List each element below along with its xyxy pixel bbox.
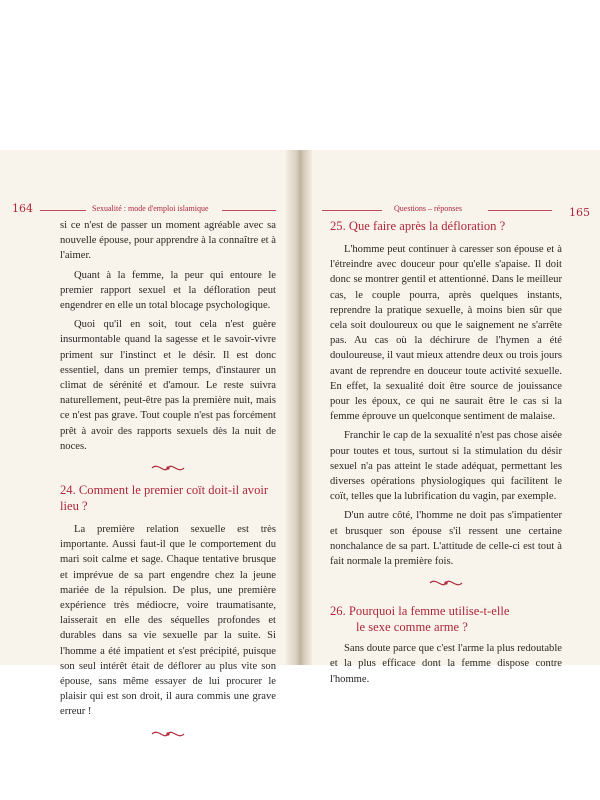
ornament-icon xyxy=(148,462,188,474)
question-heading-26-line2: le sexe comme arme ? xyxy=(356,620,468,635)
header-rule xyxy=(222,210,276,211)
ornament-icon xyxy=(148,728,188,740)
left-running-head xyxy=(0,202,288,216)
left-running-title: Sexualité : mode d'emploi islamique xyxy=(92,204,209,213)
paragraph: Quoi qu'il en soit, tout cela n'est guère insurmontable quand la sagesse et le savoir-vivre priment sur l'instinct et le désir. Il est donc essentiel, dans un premier temps, d'instaurer un climat de sérénité et d'amour. Le reste suivra naturellement, peut-être pas la première nuit, mais ce n'est pas grave. Tout couple n'est pas forcément prêt à avoir des rapports sexuels dès la nuit de noces. xyxy=(60,319,276,452)
right-page xyxy=(312,150,600,685)
question-heading-26-line1: 26. Pourquoi la femme utilise-t-elle xyxy=(330,604,510,619)
right-page-number: 165 xyxy=(569,206,590,219)
right-body xyxy=(330,218,562,691)
paragraph: L'homme peut continuer à caresser son épouse et à l'étreindre avec douceur pour qu'elle s'apaise. Il doit donc se montrer gentil et attentionné. Dans le meilleur cas, le couple pourra, après quelques instants, reprendre la pratique sexuelle, à moins bien sûr que cela soit douloureux ou que le saignement ne s'arrête pas. Au cas où la déchirure de l'hymen a été douloureuse, il vaut mieux attendre deux ou trois jours avant de reprendre en douceur toute activité sexuelle. En effet, la sexualité doit être source de jouissance pour les époux, ce qui ne saurait être le cas si la femme éprouve un quelconque sentiment de malaise. xyxy=(330,244,562,423)
paragraph: Sans doute parce que c'est l'arme la plus redoutable et la plus efficace dont la femme dispose contre l'homme. xyxy=(330,643,562,685)
paragraph: Franchir le cap de la sexualité n'est pas chose aisée pour toutes et tous, surtout si la stimulation du désir sexuel n'a pas atteint le stade adéquat, permettant les diverses opérations physiologiques qui facilitent le coït, telles que la lubrification du vagin, par exemple. xyxy=(330,430,562,503)
header-rule xyxy=(322,210,382,211)
paragraph: D'un autre côté, l'homme ne doit pas s'impatienter et brusquer son épouse s'il ressent une certaine nonchalance de sa part. L'attitude de celle-ci est tout à fait normale la première fois. xyxy=(330,510,562,568)
book-gutter xyxy=(286,150,312,665)
paragraph: La première relation sexuelle est très importante. Aussi faut-il que le comportement du mari soit calme et sage. Chaque tentative brusque et imprévue de sa part engendre chez la jeune mariée de la répulsion. De plus, une première expérience très médiocre, voire traumatisante, laisserait en elle des séquelles profondes et durables dans sa vie sexuelle par la suite. Si l'homme a été impatient et s'est précipité, puisque son seul intérêt était de déflorer au plus vite son épouse, sans même essayer de lui procurer le plaisir qui est son droit, il aura commis une grave erreur ! xyxy=(60,524,276,718)
question-heading-26 xyxy=(330,603,562,635)
left-body xyxy=(60,218,276,748)
question-heading-25: 25. Que faire après la défloration ? xyxy=(330,219,506,233)
header-rule xyxy=(488,210,552,211)
question-heading-24: 24. Comment le premier coït doit-il avoir lieu ? xyxy=(60,483,269,514)
right-running-head xyxy=(312,202,600,219)
left-page-number: 164 xyxy=(12,202,33,215)
header-rule xyxy=(40,210,86,211)
paragraph: si ce n'est de passer un moment agréable avec sa nouvelle épouse, pour apprendre à la connaître et à l'aimer. xyxy=(60,220,276,262)
ornament-icon xyxy=(426,577,466,589)
paragraph: Quant à la femme, la peur qui entoure le premier rapport sexuel et la défloration peut engendrer en elle un total blocage psychologique. xyxy=(60,269,276,312)
right-running-title: Questions – réponses xyxy=(394,204,462,213)
left-page xyxy=(0,150,288,718)
